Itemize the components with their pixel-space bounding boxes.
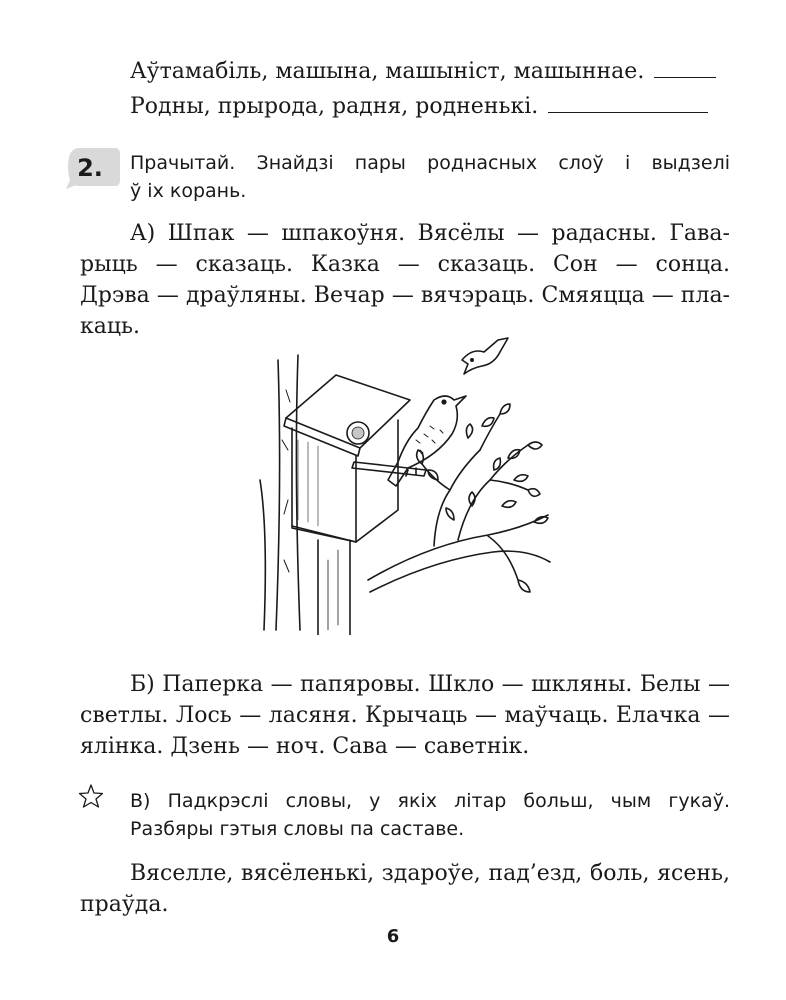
word-row-1-text: Аўтамабіль, машына, машыніст, машыннае.: [130, 59, 645, 84]
part-v-line-2: Разбяры гэтыя словы па саставе.: [130, 818, 465, 840]
birdhouse-starling-illustration: [258, 330, 558, 635]
part-a-line-4: каць.: [80, 314, 140, 339]
words-line-2: праўда.: [80, 892, 169, 917]
part-b-line-1: Б) Паперка — папяровы. Шкло — шкляны. Белы —: [130, 672, 730, 697]
word-row-1: [130, 57, 730, 87]
instruction-line-2: ў іх корань.: [130, 180, 247, 202]
task-number: 2.: [77, 154, 103, 182]
part-a-text: [80, 218, 730, 342]
words-text: [80, 858, 730, 920]
word-row-2-text: Родны, прырода, радня, родненькі.: [130, 94, 539, 119]
part-a-line-2: рыць — сказаць. Казка — сказаць. Сон — сонца.: [80, 252, 730, 277]
task-instruction: [130, 149, 730, 205]
part-b-line-2: светлы. Лось — ласяня. Крычаць — маўчаць. Елачка —: [80, 703, 730, 728]
page-number: 6: [386, 926, 400, 947]
part-v-line-1: В) Падкрэслі словы, у якіх літар больш, чым гукаў.: [130, 790, 730, 812]
words-line-1: Вяселле, вясёленькі, здароўе, пад’езд, боль, ясень,: [130, 861, 730, 886]
part-v-text: [130, 787, 730, 843]
part-b-line-3: ялінка. Дзень — ноч. Сава — саветнік.: [80, 734, 530, 759]
answer-blank-2[interactable]: [548, 94, 708, 113]
part-b-text: [80, 669, 730, 762]
word-row-2: [130, 92, 730, 122]
instruction-line-1: Прачытай. Знайдзі пары роднасных слоў і выдзелі: [130, 152, 730, 174]
part-a-line-1: А) Шпак — шпакоўня. Вясёлы — радасны. Гава-: [130, 221, 730, 246]
answer-blank-1[interactable]: [654, 59, 716, 78]
star-icon: [78, 783, 104, 809]
part-a-line-3: Дрэва — драўляны. Вечар — вячэраць. Смяяцца — пла-: [80, 283, 730, 308]
